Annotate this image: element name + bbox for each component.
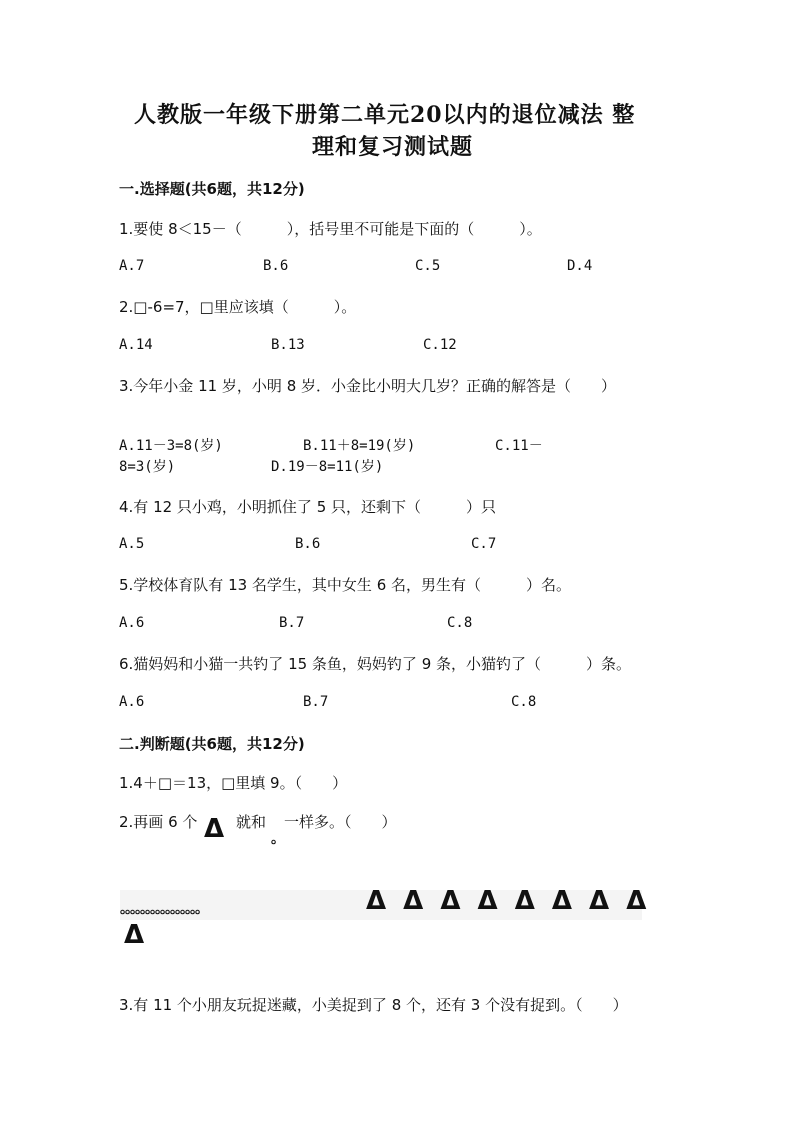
q2-option-a: A.14 — [119, 337, 153, 353]
q3-option-b: B.11＋8=19(岁) — [303, 438, 416, 454]
q3-option-d: D.19－8=11(岁) — [271, 459, 384, 475]
q2-option-b: B.13 — [271, 337, 305, 353]
q4-option-b: B.6 — [295, 536, 321, 552]
question-1: 1.要使 8＜15－（ ），括号里不可能是下面的（ ）。 — [119, 220, 542, 238]
page-title-line2: 理和复习测试题 — [312, 134, 474, 160]
q1-option-a: A.7 — [119, 258, 145, 274]
circle-icon: 。 — [271, 831, 285, 847]
q2-option-c: C.12 — [423, 337, 457, 353]
q1-option-d: D.4 — [567, 258, 593, 274]
q4-option-a: A.5 — [119, 536, 145, 552]
q4-option-c: C.7 — [471, 536, 497, 552]
question-5: 5.学校体育队有 13 名学生，其中女生 6 名，男生有（ ）名。 — [119, 576, 572, 594]
judgement-2-prefix: 2.再画 6 个 — [119, 813, 198, 831]
page-title-line1: 人教版一年级下册第二单元20以内的退位减法 整 — [134, 102, 636, 128]
question-3: 3.今年小金 11 岁，小明 8 岁．小金比小明大几岁？正确的解答是（ ） — [119, 377, 617, 395]
q3-option-a: A.11－3=8(岁) — [119, 438, 223, 454]
section-heading-choice: 一.选择题(共6题，共12分) — [119, 180, 305, 198]
q6-option-a: A.6 — [119, 694, 145, 710]
judgement-2-suffix: 一样多。（ ） — [284, 813, 397, 831]
q1-option-b: B.6 — [263, 258, 289, 274]
q5-option-a: A.6 — [119, 615, 145, 631]
triangle-row-last: Δ — [124, 920, 145, 950]
q3-option-c-part2: 8=3(岁) — [119, 459, 176, 475]
judgement-1: 1.4＋□＝13，□里填 9。（ ） — [119, 774, 348, 792]
triangle-row: Δ Δ Δ Δ Δ Δ Δ Δ — [366, 886, 651, 916]
q6-option-c: C.8 — [511, 694, 537, 710]
q5-option-c: C.8 — [447, 615, 473, 631]
question-6: 6.猫妈妈和小猫一共钓了 15 条鱼，妈妈钓了 9 条，小猫钓了（ ）条。 — [119, 655, 632, 673]
question-2: 2.□-6=7，□里应该填（ ）。 — [119, 298, 357, 316]
judgement-3: 3.有 11 个小朋友玩捉迷藏，小美捉到了 8 个，还有 3 个没有捉到。（ ） — [119, 996, 628, 1014]
triangle-icon: Δ — [204, 814, 225, 844]
q1-option-c: C.5 — [415, 258, 441, 274]
judgement-2-mid: 就和 — [236, 813, 267, 831]
q6-option-b: B.7 — [303, 694, 329, 710]
question-4: 4.有 12 只小鸡，小明抓住了 5 只，还剩下（ ）只 — [119, 498, 497, 516]
q5-option-b: B.7 — [279, 615, 305, 631]
q3-option-c-part1: C.11－ — [495, 438, 543, 454]
section-heading-judgement: 二.判断题(共6题，共12分) — [119, 735, 305, 753]
circle-row: 。。。。。。。。。。。。。。。。 — [120, 901, 207, 917]
